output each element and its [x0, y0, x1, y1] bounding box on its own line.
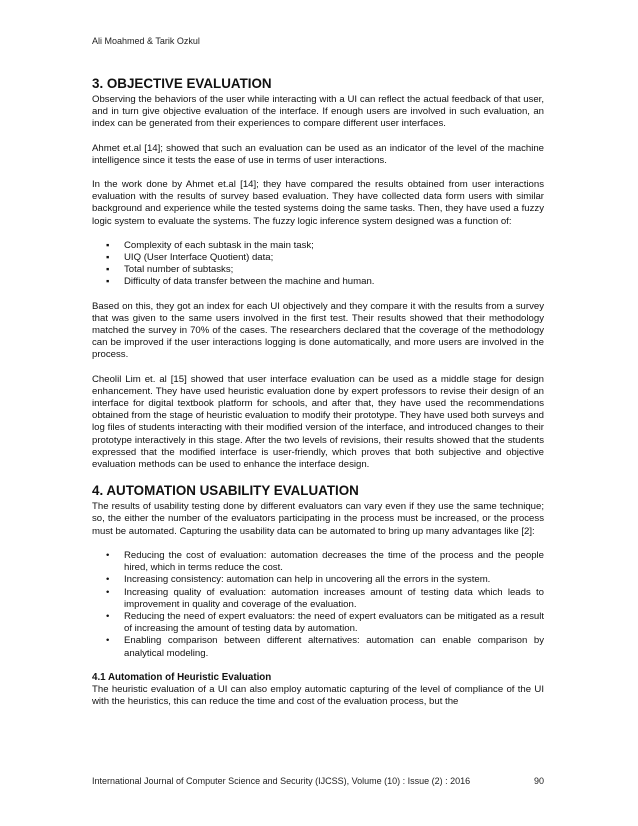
list-item: • Increasing consistency: automation can help in uncovering all the errors in the system. [106, 574, 491, 586]
list-item: • Reducing the need of expert evaluators: the need of expert evaluators can be mitigated as a result of increasing the amount of testing data by automation. [106, 610, 544, 635]
bullet-icon: ▪ [106, 264, 110, 276]
list-item: ▪ UIQ (User Interface Quotient) data; [106, 252, 274, 264]
paragraph: The results of usability testing done by different evaluators can vary even if they use the same technique; so, the either the number of the evaluators participating in the process must be increased, or the process must be automated. Capturing the usability data can be automated to bring up many advantages like [2]: [92, 501, 544, 537]
paragraph: Observing the behaviors of the user while interacting with a UI can reflect the actual feedback of that user, and in turn give objective evaluation of the interface. If enough users are involved in such evaluation, an index can be generated from their experiences to compare different user interfaces. [92, 94, 544, 130]
bullet-icon: • [106, 549, 110, 561]
list-item: ▪ Total number of subtasks; [106, 264, 234, 276]
bullet-icon: • [106, 635, 110, 647]
bullet-icon: • [106, 610, 110, 622]
bullet-icon: ▪ [106, 276, 110, 288]
bullet-icon: • [106, 574, 110, 586]
journal-citation: International Journal of Computer Science and Security (IJCSS), Volume (10) : Issue (2) : 2016 [92, 776, 471, 786]
bullet-icon: ▪ [106, 252, 110, 264]
section-heading-automation-usability: 4. AUTOMATION USABILITY EVALUATION [92, 483, 359, 499]
paragraph: Cheolil Lim et. al [15] showed that user interface evaluation can be used as a middle stage for design enhancement. They have used heuristic evaluation done by expert professors to revise their design of an interface for digital textbook platform for schools, and after that, they have used the recommendations obtained from the stage of heuristic evaluation to modify their prototype. They have used both surveys and log files of students interacting with their modified version of the interface, and introduced changes to their prototype interactively in this stage. After the two levels of revisions, their results showed that the students expressed that the modified interface is user-friendly, which proves that both subjective and objective evaluation methods can be used to enhance the interface design. [92, 373, 544, 471]
automation-advantages-list [92, 550, 544, 660]
running-header: Ali Moahmed & Tarik Ozkul [92, 36, 200, 46]
bullet-icon: ▪ [106, 239, 110, 251]
paragraph: Ahmet et.al [14]; showed that such an evaluation can be used as an indicator of the level of the machine intelligence since it tests the ease of use in terms of user interactions. [92, 142, 544, 166]
subsection-heading-heuristic-automation: 4.1 Automation of Heuristic Evaluation [92, 671, 272, 683]
page-number: 90 [533, 776, 544, 786]
page-body [92, 70, 544, 708]
paragraph: Based on this, they got an index for each UI objectively and they compare it with the results from a survey that was given to the same users involved in the first test. Their results showed that their methodology matched the survey in 70% of the cases. The researchers declared that the coverage of the methodology can be improved if the user interactions logging is done automatically, and more users are involved in the process. [92, 300, 544, 361]
list-item: • Enabling comparison between different alternatives: automation can enable comparison by analytical modeling. [106, 635, 544, 659]
fuzzy-inputs-list [92, 240, 544, 289]
section-heading-objective-evaluation: 3. OBJECTIVE EVALUATION [92, 76, 272, 91]
list-item: ▪ Complexity of each subtask in the main task; [106, 239, 314, 251]
list-item: ▪ Difficulty of data transfer between the machine and human. [106, 276, 375, 288]
paragraph: The heuristic evaluation of a UI can also employ automatic capturing of the level of compliance of the UI with the heuristics, this can reduce the time and cost of the evaluation process, but the [92, 683, 544, 708]
list-item: • Reducing the cost of evaluation: automation decreases the time of the process and the people hired, which in terms reduce the cost. [106, 549, 544, 574]
bullet-icon: • [106, 586, 110, 598]
paragraph: In the work done by Ahmet et.al [14]; they have compared the results obtained from user interactions evaluation with the results of survey based evaluation. They have collected data form users with similar background and experience while the tested systems doing the same tasks. Then, they have used a fuzzy logic system to evaluate the systems. The fuzzy logic inference system designed was a function of: [92, 179, 544, 227]
page-footer [92, 776, 544, 786]
list-item: • Increasing quality of evaluation: automation increases amount of testing data which leads to improvement in quality and coverage of the evaluation. [106, 586, 544, 610]
